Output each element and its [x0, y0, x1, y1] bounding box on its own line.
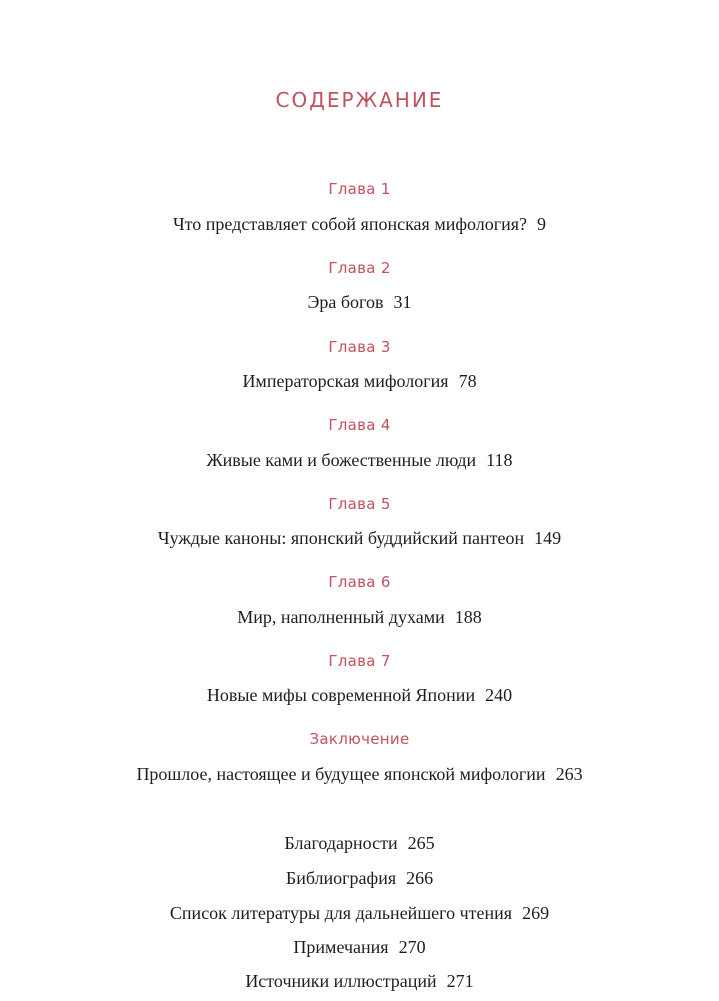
- conclusion-entry[interactable]: [0, 764, 719, 785]
- acknowledgements-entry[interactable]: [0, 833, 719, 854]
- chapter-5-label: Глава 5: [328, 495, 391, 513]
- illustration-sources-entry[interactable]: [0, 971, 719, 992]
- acknowledgements-page-number: 265: [407, 833, 435, 853]
- notes-title: Примечания: [293, 937, 389, 957]
- chapter-7-label: Глава 7: [328, 652, 391, 670]
- chapter-4-entry[interactable]: [0, 450, 719, 471]
- chapter-5-page-number: 149: [534, 528, 562, 548]
- bibliography-entry[interactable]: [0, 868, 719, 889]
- chapter-2-page-number: 31: [393, 292, 412, 312]
- chapter-5-entry[interactable]: [0, 528, 719, 549]
- chapter-6-title: Мир, наполненный духами: [237, 607, 445, 627]
- acknowledgements-title: Благодарности: [284, 833, 398, 853]
- notes-entry[interactable]: [0, 937, 719, 958]
- illustration-sources-title: Источники иллюстраций: [245, 971, 437, 991]
- chapter-4-page-number: 118: [486, 450, 513, 470]
- chapter-4-title: Живые ками и божественные люди: [206, 450, 477, 470]
- conclusion-label: Заключение: [309, 730, 410, 748]
- chapter-5-title: Чуждые каноны: японский буддийский пантеон: [157, 528, 525, 548]
- chapter-1-page-number: 9: [537, 214, 547, 234]
- further-reading-title: Список литературы для дальнейшего чтения: [169, 903, 513, 923]
- chapter-1-entry[interactable]: [0, 214, 719, 235]
- page-title: СОДЕРЖАНИЕ: [275, 88, 444, 112]
- chapter-7-page-number: 240: [485, 685, 513, 705]
- chapter-7-entry[interactable]: [0, 685, 719, 706]
- chapter-4-label: Глава 4: [328, 416, 391, 434]
- notes-page-number: 270: [398, 937, 426, 957]
- chapter-6-entry[interactable]: [0, 607, 719, 628]
- chapter-3-title: Императорская мифология: [242, 371, 449, 391]
- further-reading-page-number: 269: [522, 903, 550, 923]
- chapter-2-entry[interactable]: [0, 292, 719, 313]
- illustration-sources-page-number: 271: [446, 971, 474, 991]
- chapter-3-entry[interactable]: [0, 371, 719, 392]
- chapter-6-label: Глава 6: [328, 573, 391, 591]
- chapter-7-title: Новые мифы современной Японии: [206, 685, 476, 705]
- chapter-3-page-number: 78: [458, 371, 477, 391]
- chapter-3-label: Глава 3: [328, 338, 391, 356]
- chapter-2-title: Эра богов: [307, 292, 384, 312]
- chapter-6-page-number: 188: [454, 607, 482, 627]
- further-reading-entry[interactable]: [0, 903, 719, 924]
- chapter-1-title: Что представляет собой японская мифология?: [172, 214, 528, 234]
- chapter-1-label: Глава 1: [328, 180, 391, 198]
- conclusion-title: Прошлое, настоящее и будущее японской мифологии: [136, 764, 546, 784]
- bibliography-title: Библиография: [285, 868, 397, 888]
- bibliography-page-number: 266: [406, 868, 434, 888]
- conclusion-page-number: 263: [555, 764, 583, 784]
- chapter-2-label: Глава 2: [328, 259, 391, 277]
